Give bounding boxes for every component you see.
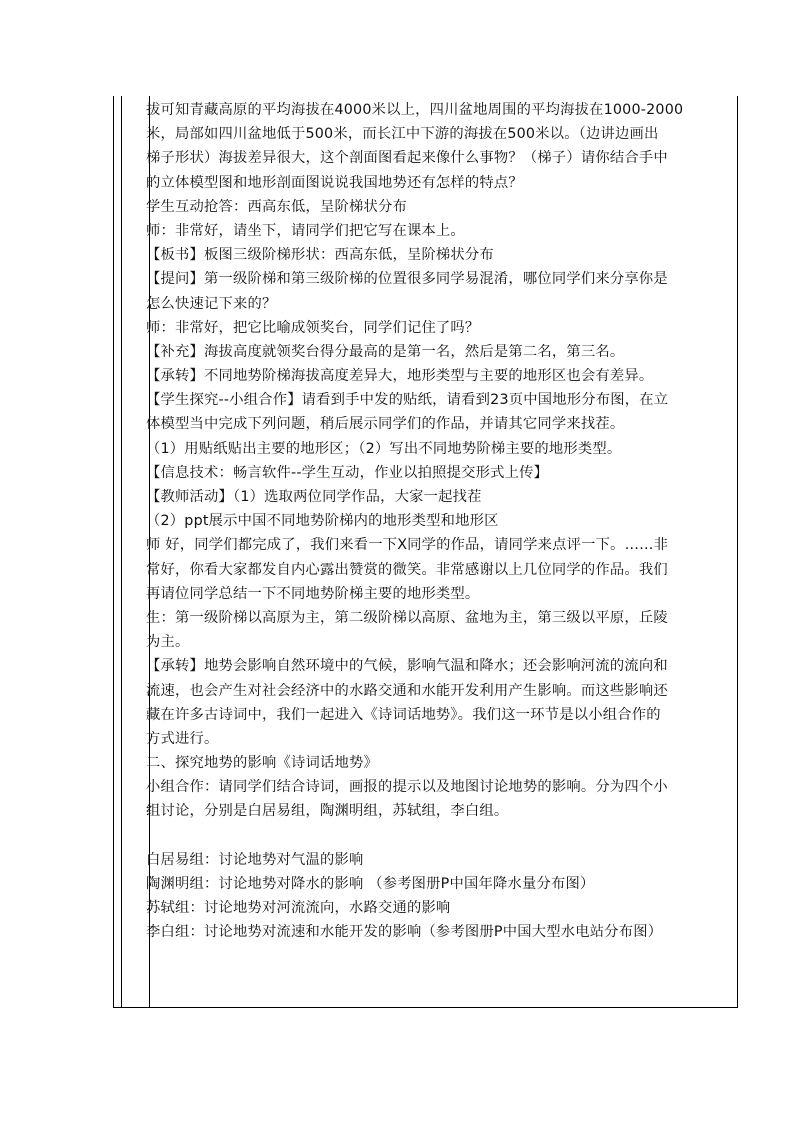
- text-line: 师 好，同学们都完成了，我们来看一下X同学的作品，请同学来点评一下。……非: [146, 537, 669, 554]
- text-line: 生：第一级阶梯以高原为主，第二级阶梯以高原、盆地为主，第三级以平原，丘陵: [146, 609, 668, 626]
- text-line: 【提问】第一级阶梯和第三级阶梯的位置很多同学易混淆，哪位同学们来分享你是: [146, 271, 668, 288]
- blank-line: [146, 824, 734, 848]
- text-line: 藏在许多古诗词中，我们一起进入《诗词话地势》。我们这一环节是以小组合作的: [146, 706, 661, 723]
- text-line: 小组合作：请同学们结合诗词，画报的提示以及地图讨论地势的影响。分为四个小: [146, 779, 668, 796]
- text-line: 【学生探究--小组合作】请看到手中发的贴纸，请看到23页中国地形分布图，在立: [146, 392, 669, 409]
- text-line: 【板书】板图三级阶梯形状：西高东低，呈阶梯状分布: [146, 247, 494, 264]
- group-task-line: 白居易组：讨论地势对气温的影响: [146, 851, 364, 868]
- text-line: 师：非常好，请坐下，请同学们把它写在课本上。: [146, 222, 465, 239]
- text-line: 【信息技术：畅言软件--学生互动，作业以拍照提交形式上传】: [146, 464, 549, 481]
- text-line: 方式进行。: [146, 730, 219, 747]
- text-line: （1）用贴纸贴出主要的地形区；（2）写出不同地势阶梯主要的地形类型。: [146, 440, 622, 457]
- text-line: 拔可知青藏高原的平均海拔在4000米以上，四川盆地周围的平均海拔在1000-2000: [146, 102, 684, 118]
- text-line: 体模型当中完成下列问题，稍后展示同学们的作品，并请其它同学来找茬。: [146, 416, 625, 433]
- text-line: 梯子形状）海拔差异很大，这个剖面图看起来像什么事物？（梯子）请你结合手中: [146, 150, 668, 167]
- text-line: 师：非常好，把它比喻成领奖台，同学们记住了吗？: [146, 319, 480, 336]
- text-line: 为主。: [146, 634, 190, 651]
- text-line: 学生互动抢答：西高东低，呈阶梯状分布: [146, 198, 407, 215]
- lesson-text-cell: [146, 98, 734, 945]
- group-task-line: 苏轼组：讨论地势对河流流向，水路交通的影响: [146, 900, 451, 917]
- text-line: 【补充】海拔高度就领奖台得分最高的是第一名，然后是第二名，第三名。: [146, 343, 625, 360]
- text-line: 怎么快速记下来的？: [146, 295, 277, 312]
- text-line: 流速，也会产生对社会经济中的水路交通和水能开发利用产生影响。而这些影响还: [146, 682, 668, 699]
- text-line: 【承转】不同地势阶梯海拔高度差异大，地形类型与主要的地形区也会有差异。: [146, 368, 654, 385]
- text-line: 【承转】地势会影响自然环境中的气候，影响气温和降水；还会影响河流的流向和: [146, 658, 668, 675]
- text-line: （2）ppt展示中国不同地势阶梯内的地形类型和地形区: [146, 513, 499, 530]
- text-line: 米，局部如四川盆地低于500米，而长江中下游的海拔在500米以。（边讲边画出: [146, 126, 659, 143]
- text-line: 组讨论，分别是白居易组，陶渊明组，苏轼组，李白组。: [146, 803, 509, 820]
- section-heading: 二、探究地势的影响《诗词话地势》: [146, 755, 378, 772]
- text-line: 再请位同学总结一下不同地势阶梯主要的地形类型。: [146, 585, 480, 602]
- group-task-line: 陶渊明组：讨论地势对降水的影响 （参考图册P中国年降水量分布图）: [146, 876, 595, 892]
- text-line: 的立体模型图和地形剖面图说说我国地势还有怎样的特点？: [146, 174, 523, 191]
- text-line: 【教师活动】（1）选取两位同学作品，大家一起找茬: [146, 489, 482, 505]
- group-task-line: 李白组：讨论地势对流速和水能开发的影响（参考图册P中国大型水电站分布图）: [146, 924, 663, 941]
- text-line: 常好，你看大家都发自内心露出赞赏的微笑。非常感谢以上几位同学的作品。我们: [146, 561, 668, 578]
